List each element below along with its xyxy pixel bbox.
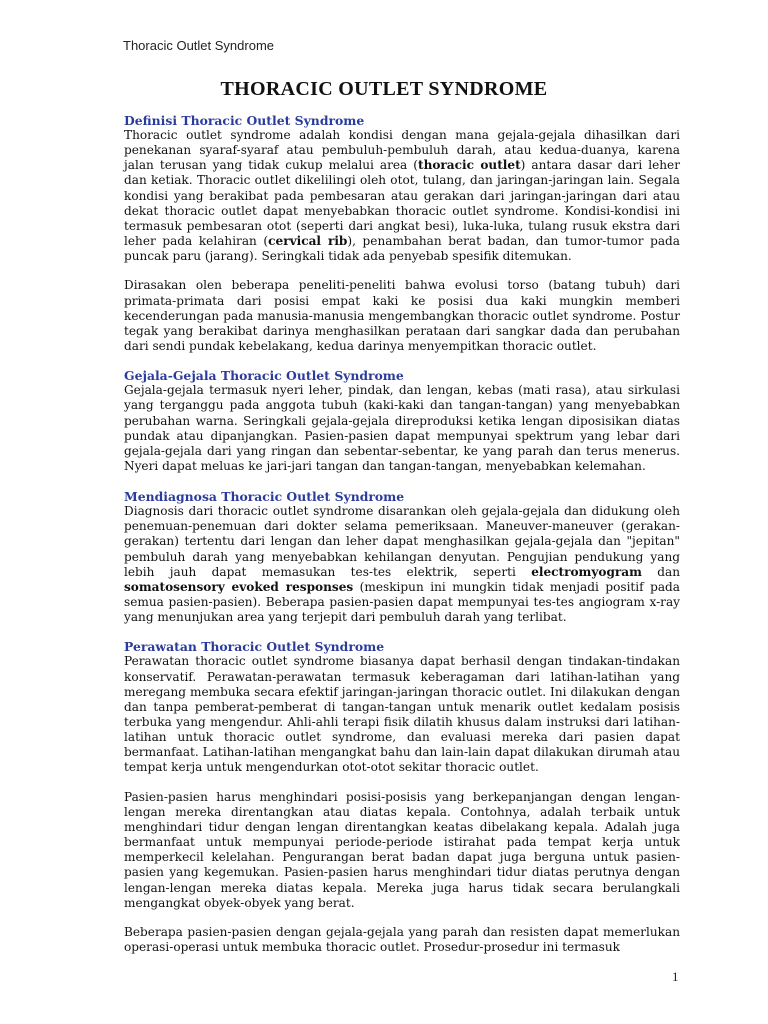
section-heading: Gejala-Gejala Thoracic Outlet Syndrome [124,368,404,384]
paragraph-text: ), penambahan berat badan, dan tumor-tumor pada puncak paru (jarang). Seringkali tidak ada penyebab spesifik ditemukan. [124,234,680,264]
section-heading: Definisi Thoracic Outlet Syndrome [124,113,365,128]
running-header: Thoracic Outlet Syndrome [123,38,275,53]
document-body [124,113,680,969]
page-number: 1 [672,969,679,984]
paragraph [124,128,680,264]
section-heading: Perawatan Thoracic Outlet Syndrome [124,639,385,655]
paragraph-text: dan [641,564,680,579]
paragraph: Gejala-gejala termasuk nyeri leher, pindak, dan lengan, kebas (mati rasa), atau sirkulasi yang terganggu pada anggota tubuh (kaki-kaki dan tangan-tangan) yang menyebabkan perubahan warna. Seringkali gejala-gejala direproduksi ketika lengan diposisikan diatas pundak atau dipanjangkan. Pasien-pasien dapat mempunyai spektrum yang lebar dari gejala-gejala dari yang ringan dan sebentar-sebentar, ke yang parah dan terus menerus. Nyeri dapat meluas ke jari-jari tangan dan tangan-tangan, menyebabkan kelemahan. [124,383,680,473]
paragraph: Dirasakan olen beberapa peneliti-peneliti bahwa evolusi torso (batang tubuh) dari primata-primata dari posisi empat kaki ke posisi dua kaki mungkin memberi kecenderungan pada manusia-manusia mengembangkan thoracic outlet syndrome. Postur tegak yang berakibat darinya menghasilkan perataan dari sangkar dada dan perubahan dari sendi pundak kebelakang, kedua darinya menyempitkan thoracic outlet. [124,278,680,354]
paragraph: Beberapa pasien-pasien dengan gejala-gejala yang parah dan resisten dapat memerlukan operasi-operasi untuk membuka thoracic outlet. Prosedur-prosedur ini termasuk [124,924,680,955]
section-heading: Mendiagnosa Thoracic Outlet Syndrome [124,489,405,505]
paragraph [124,504,680,625]
paragraph-text: Thoracic outlet syndrome adalah kondisi dengan mana gejala-gejala dihasilkan dari penekanan syaraf-syaraf atau pembuluh-pembuluh darah, atau kedua-duanya, karena jalan terusan yang tidak cukup melalui area ( [124,128,680,173]
paragraph-text: Diagnosis dari thoracic outlet syndrome disarankan oleh gejala-gejala dan didukung oleh penemuan-penemuan dari dokter selama pemeriksaan. Maneuver-maneuver (gerakan-gerakan) tertentu dari lengan dan leher dapat menghasilkan gejala-gejala dan "jepitan" pembuluh darah yang menyebabkan kehilangan denyutan. Pengujian pendukung yang lebih jauh dapat memasukan tes-tes elektrik, seperti [124,504,680,579]
section-gejala [124,368,680,474]
bold-term: electromyogram [531,564,642,579]
paragraph-text: (meskipun ini mungkin tidak menjadi positif pada semua pasien-pasien). Beberapa pasien-pasien dapat mempunyai tes-tes angiogram x-ray yang menunjukan area yang terjepit dari pembuluh darah yang terlibat. [124,579,681,625]
section-definisi [124,113,680,354]
paragraph: Pasien-pasien harus menghindari posisi-posisis yang berkepanjangan dengan lengan-lengan mereka direntangkan atau diatas kepala. Contohnya, adalah terbaik untuk menghindari tidur dengan lengan direntangkan keatas dibelakang kepala. Adalah juga bermanfaat untuk mempunyai periode-periode istirahat pada tempat kerja untuk memperkecil kelelahan. Pengurangan berat badan dapat juga berguna untuk pasien-pasien yang kegemukan. Pasien-pasien harus menghindari tidur diatas perutnya dengan lengan-lengan mereka diatas kepala. Mereka juga harus tidak secara berulangkali mengangkat obyek-obyek yang berat. [124,789,680,910]
paragraph: Perawatan thoracic outlet syndrome biasanya dapat berhasil dengan tindakan-tindakan konservatif. Perawatan-perawatan termasuk keberagaman dari latihan-latihan yang meregang membuka secara efektif jaringan-jaringan thoracic outlet. Ini dilakukan dengan dan tanpa pemberat-pemberat di tangan-tangan untuk menarik outlet kedalam posisis terbuka yang mengendur. Ahli-ahli terapi fisik dilatih khusus dalam instruksi dari latihan-latihan untuk thoracic outlet syndrome, dan evaluasi mereka dari pasien dapat bermanfaat. Latihan-latihan mengangkat bahu dan lain-lain dapat dilakukan dirumah atau tempat kerja untuk mengendurkan otot-otot sekitar thoracic outlet. [124,654,680,775]
section-diagnosa [124,489,680,625]
section-perawatan [124,639,680,955]
bold-term: thoracic outlet [417,158,521,173]
paragraph-text: ) antara dasar dari leher dan ketiak. Thoracic outlet dikelilingi oleh otot, tulang, dan jaringan-jaringan lain. Segala kondisi yang berakibat pada pembesaran atau gerakan dari jaringan-jaringan dari atau dekat thoracic outlet dapat menyebabkan thoracic outlet syndrome. Kondisi-kondisi ini termasuk pembesaran otot (seperti dari angkat besi), luka-luka, tulang rusuk ekstra dari leher pada kelahiran ( [124,158,680,249]
bold-term: somatosensory evoked responses [124,579,354,594]
document-title: THORACIC OUTLET SYNDROME [220,78,548,100]
bold-term: cervical rib [268,234,348,249]
